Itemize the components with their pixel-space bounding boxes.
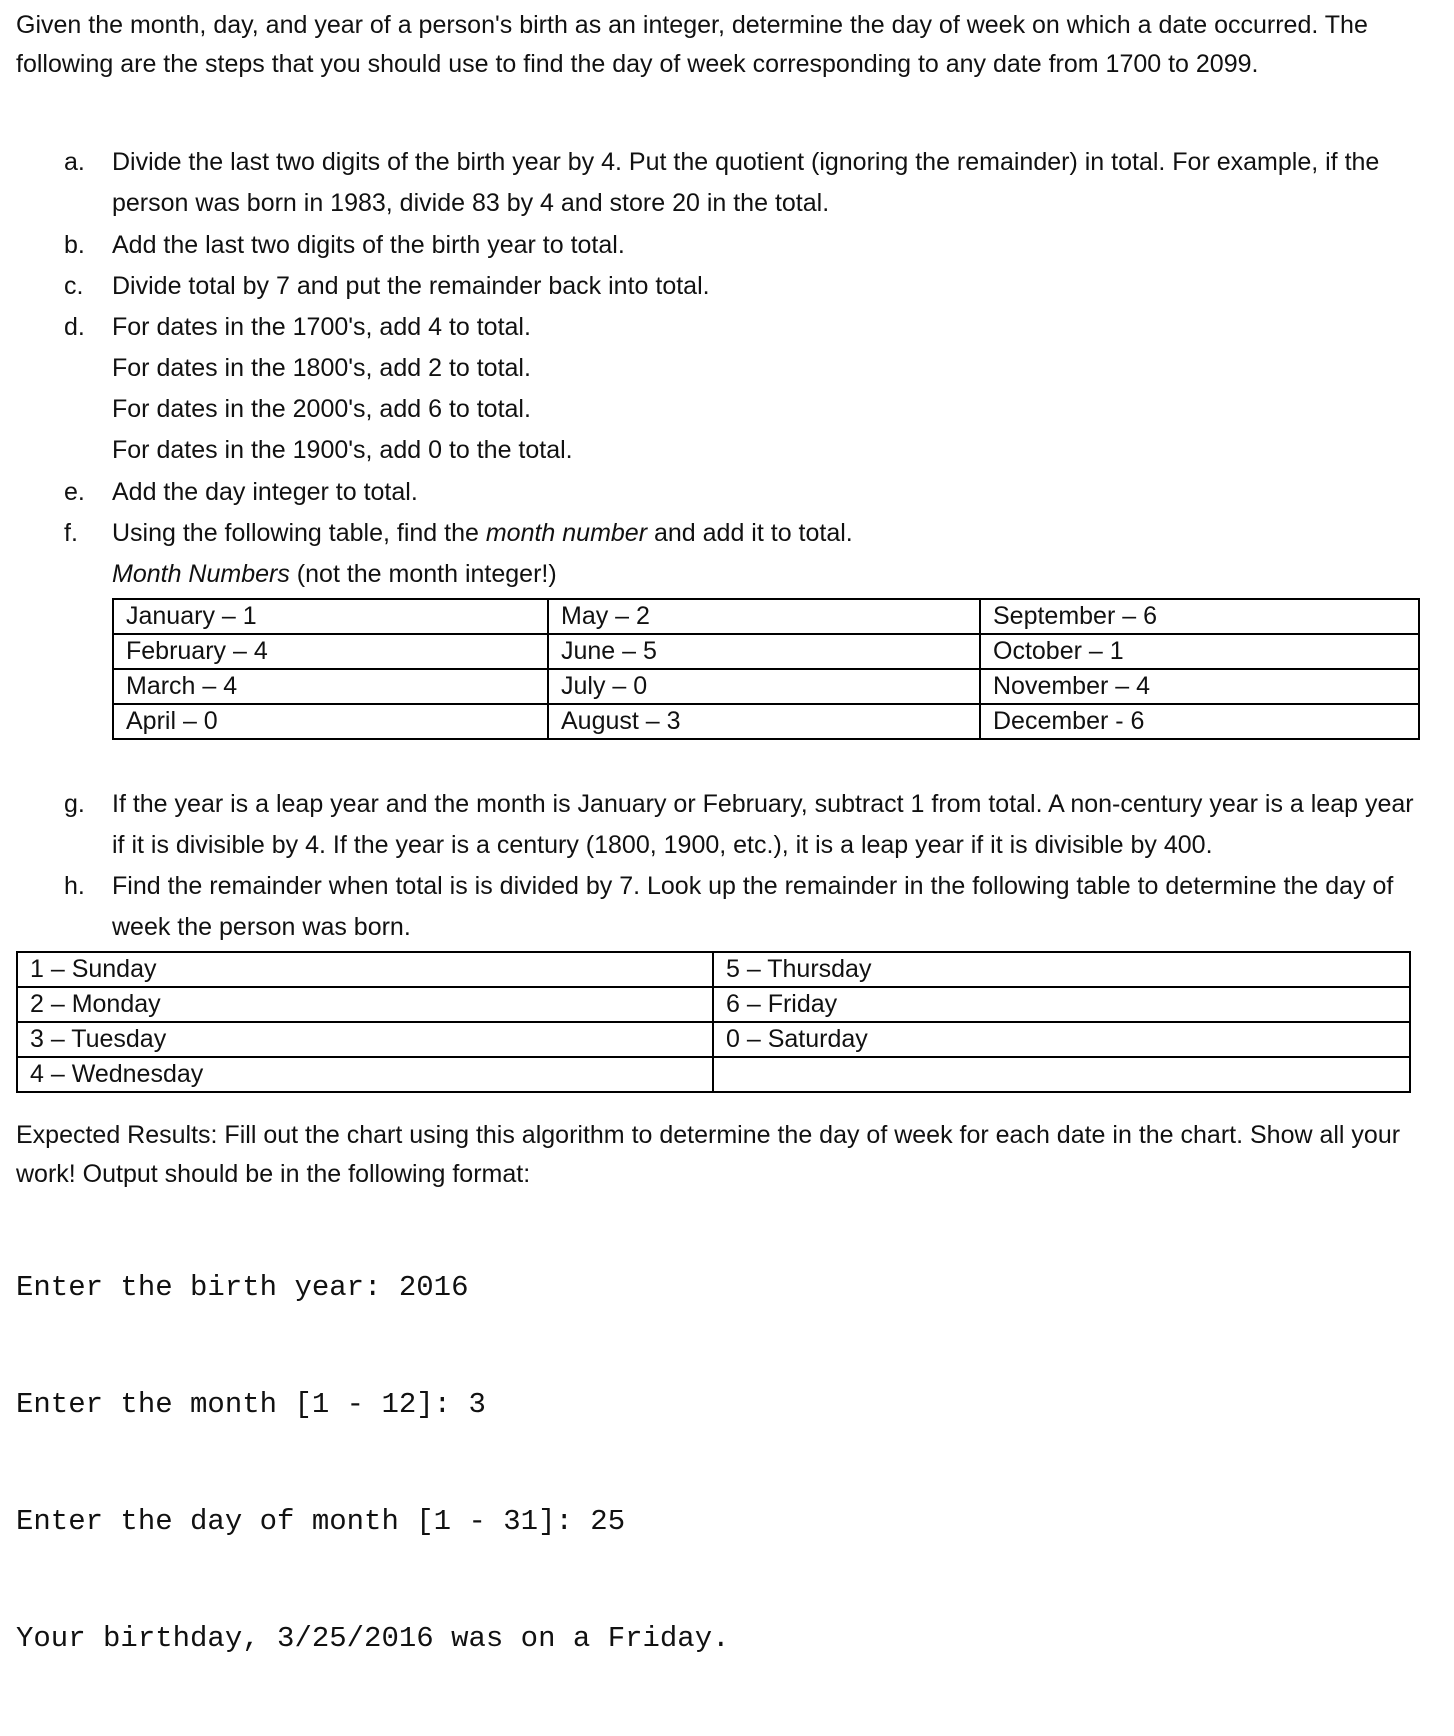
step-f-text-before: Using the following table, find the <box>112 519 486 547</box>
table-row <box>113 704 1419 739</box>
step-marker: e. <box>64 478 85 506</box>
table-cell: 5 – Thursday <box>713 952 1410 987</box>
step-marker: b. <box>64 231 85 259</box>
table-cell: February – 4 <box>113 634 548 669</box>
table-cell: December - 6 <box>980 704 1419 739</box>
table-cell: 3 – Tuesday <box>17 1022 713 1057</box>
console-line: Enter the day of month [1 - 31]: 25 <box>16 1505 626 1538</box>
table-cell: January – 1 <box>113 599 548 634</box>
step-marker: d. <box>64 313 85 341</box>
step-text: Divide total by 7 and put the remainder back into total. <box>112 272 710 300</box>
table-row <box>113 634 1419 669</box>
step-marker: f. <box>64 519 78 547</box>
intro-paragraph: Given the month, day, and year of a person's birth as an integer, determine the day of week on which a date occurred. The following are the steps that you should use to find the day of week corresponding to any date from 1700 to 2099. <box>16 11 1368 78</box>
table-row <box>113 669 1419 704</box>
console-line: Enter the month [1 - 12]: 3 <box>16 1388 486 1421</box>
step-marker: h. <box>64 872 85 900</box>
table-cell: 2 – Monday <box>17 987 713 1022</box>
step-d-line: For dates in the 1900's, add 0 to the total. <box>112 436 573 464</box>
step-d-line: For dates in the 1800's, add 2 to total. <box>112 354 531 382</box>
step-f-emphasis: month number <box>485 519 648 547</box>
table-cell: April – 0 <box>113 704 548 739</box>
table-row <box>17 987 1410 1022</box>
caption-emphasis: Month Numbers <box>112 560 290 588</box>
step-marker: c. <box>64 272 84 300</box>
table-row <box>113 599 1419 634</box>
month-table-caption <box>112 554 557 595</box>
expected-results-paragraph: Expected Results: Fill out the chart using this algorithm to determine the day of week for each date in the chart. Show all your work! Output should be in the following format: <box>16 1121 1401 1188</box>
step-text: Add the day integer to total. <box>112 478 418 506</box>
month-numbers-table <box>112 598 1420 740</box>
step-text: If the year is a leap year and the month is January or February, subtract 1 from total. A non-century year is a leap year if it is divisible by 4. If the year is a century (1800, 1900, etc.), it is a leap year if it is divisible by 400. <box>112 790 1414 859</box>
step-marker: a. <box>64 148 85 176</box>
table-row <box>17 1057 1410 1092</box>
table-cell: 1 – Sunday <box>17 952 713 987</box>
caption-rest: (not the month integer!) <box>289 560 557 588</box>
step-text <box>112 513 1422 554</box>
table-cell: August – 3 <box>548 704 980 739</box>
table-cell: June – 5 <box>548 634 980 669</box>
step-f-text-after: and add it to total. <box>647 519 853 547</box>
table-cell: May – 2 <box>548 599 980 634</box>
table-cell: 4 – Wednesday <box>17 1057 713 1092</box>
table-cell: October – 1 <box>980 634 1419 669</box>
step-text: For dates in the 1700's, add 4 to total. <box>112 313 531 341</box>
table-cell <box>713 1057 1410 1092</box>
step-text: Add the last two digits of the birth year to total. <box>112 231 625 259</box>
step-d-line: For dates in the 2000's, add 6 to total. <box>112 395 531 423</box>
table-cell: September – 6 <box>980 599 1419 634</box>
console-line: Your birthday, 3/25/2016 was on a Friday. <box>16 1622 730 1655</box>
table-cell: November – 4 <box>980 669 1419 704</box>
table-cell: 6 – Friday <box>713 987 1410 1022</box>
step-marker: g. <box>64 790 85 818</box>
console-output <box>16 1190 730 1736</box>
step-text: Find the remainder when total is is divided by 7. Look up the remainder in the following table to determine the day of week the person was born. <box>112 872 1394 941</box>
step-text: Divide the last two digits of the birth year by 4. Put the quotient (ignoring the remainder) in total. For example, if the person was born in 1983, divide 83 by 4 and store 20 in the total. <box>112 148 1380 217</box>
table-cell: 0 – Saturday <box>713 1022 1410 1057</box>
table-cell: July – 0 <box>548 669 980 704</box>
console-line: Enter the birth year: 2016 <box>16 1271 469 1304</box>
day-of-week-table <box>16 951 1411 1093</box>
table-cell: March – 4 <box>113 669 548 704</box>
table-row <box>17 952 1410 987</box>
table-row <box>17 1022 1410 1057</box>
